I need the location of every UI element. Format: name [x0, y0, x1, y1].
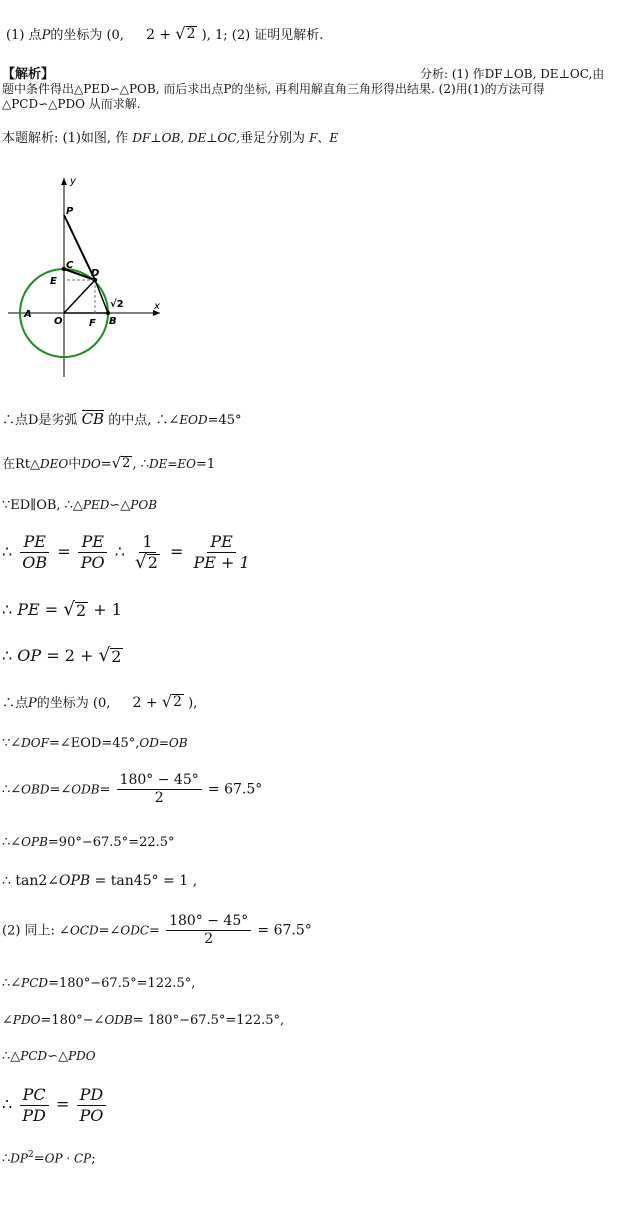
step-7: ∴点P的坐标为 (0, 2 + √ 2 ), [2, 692, 198, 711]
step-1: ∴点D是劣弧 CB 的中点, ∴∠EOD=45° [2, 410, 242, 428]
geometry-figure [0, 170, 180, 385]
arc-CB: CB [81, 410, 105, 428]
y-axis-arrow [61, 178, 67, 185]
label-P: P [66, 206, 74, 217]
answer-text-1: (1) 点 [6, 28, 42, 43]
analysis-heading: 【解析】 [2, 67, 55, 82]
step-3: ∵ED∥OB, ∴△PED∽△POB [2, 498, 158, 513]
label-y: y [70, 176, 76, 187]
step-15: ∴△PCD∽△PDO [2, 1049, 96, 1064]
step-16: ∴ $\frac{PC}{PD}$ = $\frac{PD}{PO}$ [2, 1086, 108, 1124]
step-11: ∴ tan2∠OPB = tan45° = 1 , [2, 873, 198, 889]
step-4: ∴ $\frac{PE}{OB}$ = $\frac{PE}{PO}$ ∴ 1 √ 2 = $\frac{PE}{PE + 1}$ [2, 532, 250, 573]
analysis-line1: 分析: (1) 作DF⊥OB, DE⊥OC,由 [420, 67, 605, 81]
label-A: A [24, 309, 32, 320]
step-13: ∴∠PCD=180°−67.5°=122.5°, [2, 976, 196, 991]
step-17: $\therefore DP^2=OP$ · CP; [2, 1150, 96, 1167]
step-10: ∴∠OPB=90°−67.5°=22.5° [2, 835, 175, 850]
step-12: (2) 同上: ∠OCD=∠ODC= $\frac{180^\circ - 45^\circ}{2}$ = 67.5° [2, 913, 312, 948]
step-8: ∵∠DOF=∠EOD=45°,OD=OB [2, 736, 188, 751]
label-B: B [109, 316, 117, 327]
label-x: x [154, 301, 160, 312]
label-O: O [54, 316, 63, 327]
step-2: 在Rt△DEO中DO= √ 2 , ∴DE=EO=1 [2, 454, 216, 472]
analysis-line3: △PCD∽△PDO 从而求解. [2, 97, 141, 111]
step-5: ∴ PE = √ 2 + 1 [2, 599, 122, 620]
analysis-line2: 题中条件得出△PED∽△POB, 而后求出点P的坐标, 再利用解直角三角形得出结果. (2)用(1)的方法可得 [2, 82, 545, 96]
step-14: ∠PDO=180°−∠ODB= 180°−67.5°=122.5°, [2, 1013, 285, 1028]
label-E: E [50, 276, 57, 287]
step-9: ∴∠OBD=∠ODB= $\frac{180^\circ - 45^\circ}{2}$ = 67.5° [2, 772, 263, 807]
step-6: ∴ OP = 2 + √ 2 [2, 645, 122, 666]
label-D: D [91, 268, 100, 279]
sqrt-2: √ 2 [175, 24, 196, 43]
answer-line: (1) 点P的坐标为 (0, 2 + √ 2 ), 1; (2) 证明见解析. [6, 24, 324, 43]
label-C: C [66, 260, 74, 271]
label-sqrt2: √2 [110, 299, 124, 310]
label-F: F [89, 318, 96, 329]
solution-intro: 本题解析: (1)如图, 作 DF⊥OB, DE⊥OC,垂足分别为 F、E [2, 131, 339, 146]
